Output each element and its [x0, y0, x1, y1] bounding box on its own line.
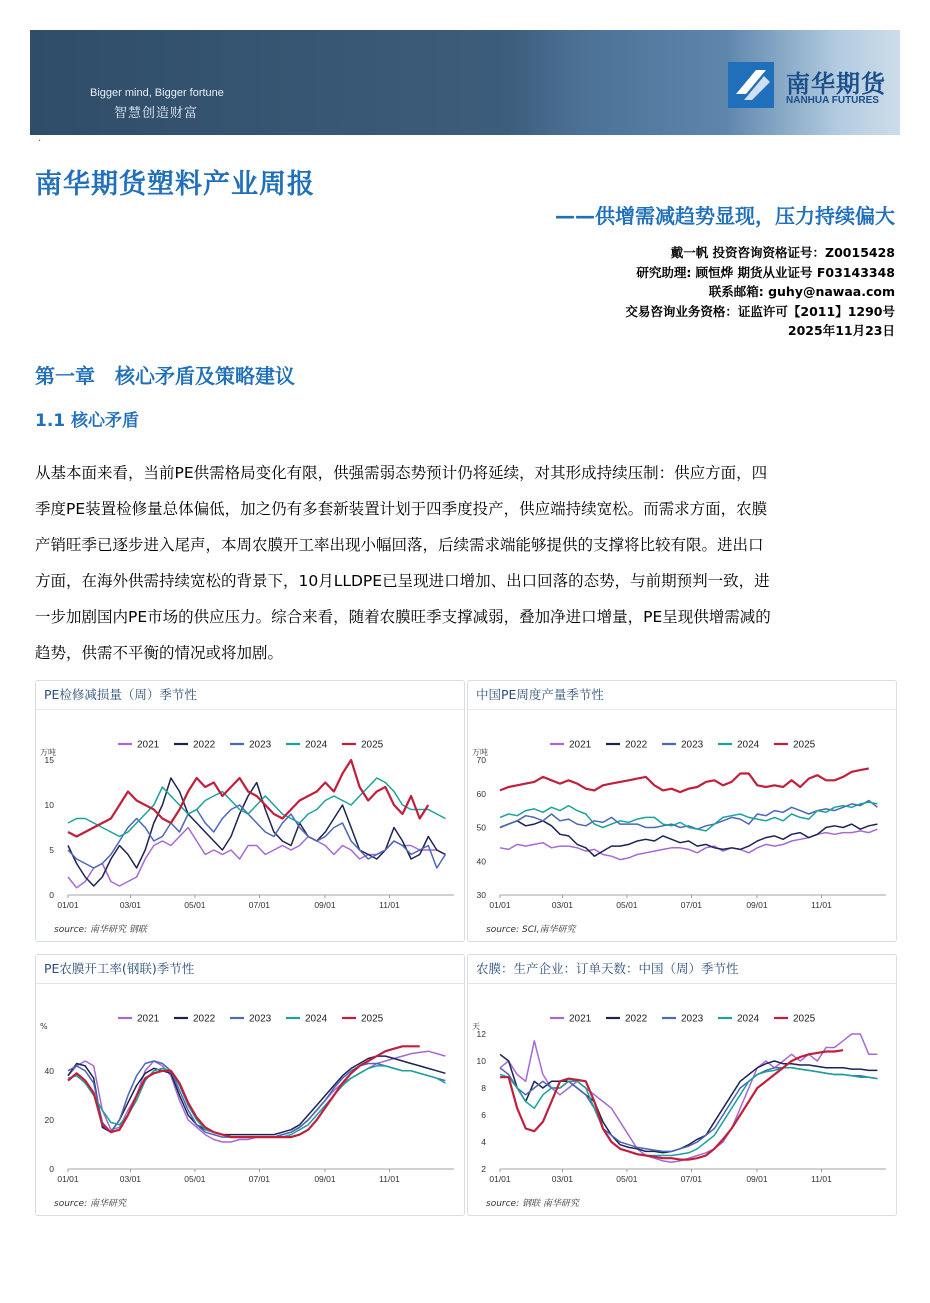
body-line: 一步加剧国内PE市场的供应压力。综合来看，随着农膜旺季支撑减弱，叠加净进口增量，PE呈现供增需减的 [35, 608, 771, 626]
y-tick-label: 10 [476, 1056, 486, 1066]
legend-label: 2024 [305, 1013, 328, 1025]
chart-title: PE检修减损量（周）季节性 [36, 681, 464, 710]
logo-text-cn: 南华期货 [786, 70, 886, 98]
y-tick-label: 2 [481, 1164, 486, 1174]
report-subtitle: ——供增需减趋势显现，压力持续偏大 [555, 204, 895, 228]
x-tick-label: 03/01 [119, 1174, 142, 1184]
axis-unit: 万吨 [472, 748, 488, 757]
x-tick-label: 05/01 [616, 1174, 638, 1184]
nanhua-logo-icon [726, 60, 776, 110]
date-line: 2025年11月23日 [787, 323, 895, 338]
legend-label: 2022 [625, 739, 648, 751]
body-line: 产销旺季已逐步进入尾声，本周农膜开工率出现小幅回落，后续需求端能够提供的支撑将比较有限。进出口 [35, 536, 764, 554]
y-tick-label: 30 [476, 890, 486, 900]
section-heading: 1.1 核心矛盾 [35, 411, 140, 431]
body-text [35, 455, 895, 671]
y-tick-label: 6 [481, 1110, 486, 1120]
legend-label: 2023 [249, 1013, 272, 1025]
chart-panel-order-days [467, 954, 897, 1216]
legend-label: 2021 [137, 1013, 160, 1025]
x-tick-label: 03/01 [551, 1174, 574, 1184]
legend-label: 2023 [681, 739, 704, 751]
license-line: 交易咨询业务资格：证监许可【2011】1290号 [625, 303, 895, 319]
marker-dot: · [38, 136, 42, 147]
y-tick-label: 50 [476, 822, 486, 833]
series-line-2023 [500, 801, 877, 830]
legend-label: 2021 [137, 739, 160, 751]
legend-label: 2025 [793, 739, 816, 751]
x-tick-label: 09/01 [746, 1174, 768, 1184]
body-line: 方面，在海外供需持续宽松的背景下，10月LLDPE已呈现进口增加、出口回落的态势，与前期预判一致，进 [35, 572, 770, 590]
series-line-2023 [68, 805, 445, 868]
y-tick-label: 20 [44, 1114, 54, 1125]
chart-panel-film-rate [35, 954, 465, 1216]
y-tick-label: 70 [476, 755, 486, 765]
x-tick-label: 05/01 [184, 900, 206, 910]
x-tick-label: 09/01 [314, 900, 336, 910]
y-tick-label: 15 [44, 755, 54, 765]
axis-unit: % [40, 1022, 48, 1031]
x-tick-label: 03/01 [551, 900, 574, 910]
series-line-2024 [68, 1066, 445, 1137]
slogan-cn: 智慧创造财富 [114, 106, 199, 121]
x-tick-label: 01/01 [489, 900, 511, 910]
chart-title: PE农膜开工率(钢联)季节性 [36, 955, 464, 984]
series-line-2023 [68, 1061, 445, 1137]
y-tick-label: 0 [49, 890, 54, 900]
legend-label: 2024 [305, 739, 328, 751]
series-line-2025 [500, 1050, 843, 1159]
email-line: 联系邮箱: guhy@nawaa.com [708, 284, 895, 299]
legend-label: 2024 [737, 739, 760, 751]
x-tick-label: 07/01 [680, 900, 703, 910]
y-tick-label: 8 [481, 1083, 486, 1093]
legend-label: 2021 [569, 739, 592, 751]
x-tick-label: 01/01 [489, 1174, 511, 1184]
x-tick-label: 01/01 [57, 900, 79, 910]
body-line: 从基本面来看，当前PE供需格局变化有限，供强需弱态势预计仍将延续，对其形成持续压制：供应方面，四 [35, 464, 768, 482]
y-tick-label: 40 [44, 1065, 54, 1076]
legend-label: 2023 [249, 739, 272, 751]
author-info [625, 243, 895, 341]
chart-panel-maintenance [35, 680, 465, 942]
legend-label: 2023 [681, 1013, 704, 1025]
legend-label: 2022 [193, 1013, 216, 1025]
x-tick-label: 01/01 [57, 1174, 79, 1184]
y-tick-label: 4 [481, 1137, 486, 1147]
series-line-2021 [68, 828, 445, 888]
x-tick-label: 09/01 [314, 1174, 336, 1184]
chart-maintenance [36, 710, 464, 940]
chart-source: source: 南华研究 钢联 [54, 925, 147, 935]
assistant-line: 研究助理: 顾恒烨 期货从业证号 F03143348 [636, 264, 895, 280]
x-tick-label: 11/01 [811, 900, 832, 910]
chapter-heading: 第一章 核心矛盾及策略建议 [35, 364, 295, 388]
chart-panel-output [467, 680, 897, 942]
body-line: 季度PE装置检修量总体偏低，加之仍有多套新装置计划于四季度投产，供应端持续宽松。而需求方面，农膜 [35, 500, 768, 518]
y-tick-label: 40 [476, 856, 486, 867]
series-line-2025 [68, 760, 428, 837]
x-tick-label: 07/01 [248, 1174, 271, 1184]
series-line-2024 [68, 778, 445, 837]
legend-label: 2024 [737, 1013, 760, 1025]
y-tick-label: 0 [49, 1164, 54, 1174]
logo-text-en: NANHUA FUTURES [786, 95, 879, 106]
report-title: 南华期货塑料产业周报 [35, 169, 315, 200]
x-tick-label: 07/01 [680, 1174, 703, 1184]
x-tick-label: 05/01 [616, 900, 638, 910]
header-banner [30, 30, 900, 135]
x-tick-label: 07/01 [248, 900, 271, 910]
author-line: 戴一帆 投资咨询资格证号：Z0015428 [670, 245, 895, 260]
body-line: 趋势，供需不平衡的情况或将加剧。 [35, 644, 284, 662]
series-line-2021 [500, 829, 877, 859]
x-tick-label: 03/01 [119, 900, 142, 910]
x-tick-label: 11/01 [379, 1174, 400, 1184]
series-line-2025 [500, 768, 869, 792]
legend-label: 2025 [793, 1013, 816, 1025]
chart-film-rate [36, 984, 464, 1214]
axis-unit: 天 [472, 1022, 480, 1031]
chart-source: source: 南华研究 [54, 1199, 126, 1209]
x-tick-label: 11/01 [379, 900, 400, 910]
chart-order-days [468, 984, 896, 1214]
chart-title: 农膜：生产企业：订单天数：中国（周）季节性 [468, 955, 896, 984]
slogan-en: Bigger mind, Bigger fortune [90, 87, 224, 99]
series-line-2021 [68, 1051, 445, 1142]
y-tick-label: 5 [49, 845, 54, 855]
x-tick-label: 11/01 [811, 1174, 832, 1184]
series-line-2022 [500, 1054, 877, 1153]
legend-label: 2021 [569, 1013, 592, 1025]
y-tick-label: 10 [44, 800, 54, 810]
x-tick-label: 05/01 [184, 1174, 206, 1184]
x-tick-label: 09/01 [746, 900, 768, 910]
legend-label: 2025 [361, 1013, 384, 1025]
legend-label: 2025 [361, 739, 384, 751]
legend-label: 2022 [625, 1013, 648, 1025]
y-tick-label: 60 [476, 788, 486, 799]
chart-title: 中国PE周度产量季节性 [468, 681, 896, 710]
chart-output [468, 710, 896, 940]
axis-unit: 万吨 [40, 748, 56, 757]
y-tick-label: 12 [476, 1029, 486, 1039]
chart-source: source: 钢联 南华研究 [486, 1199, 579, 1209]
chart-source: source: SCI,南华研究 [486, 925, 576, 935]
legend-label: 2022 [193, 739, 216, 751]
series-line-2023 [500, 1068, 877, 1152]
